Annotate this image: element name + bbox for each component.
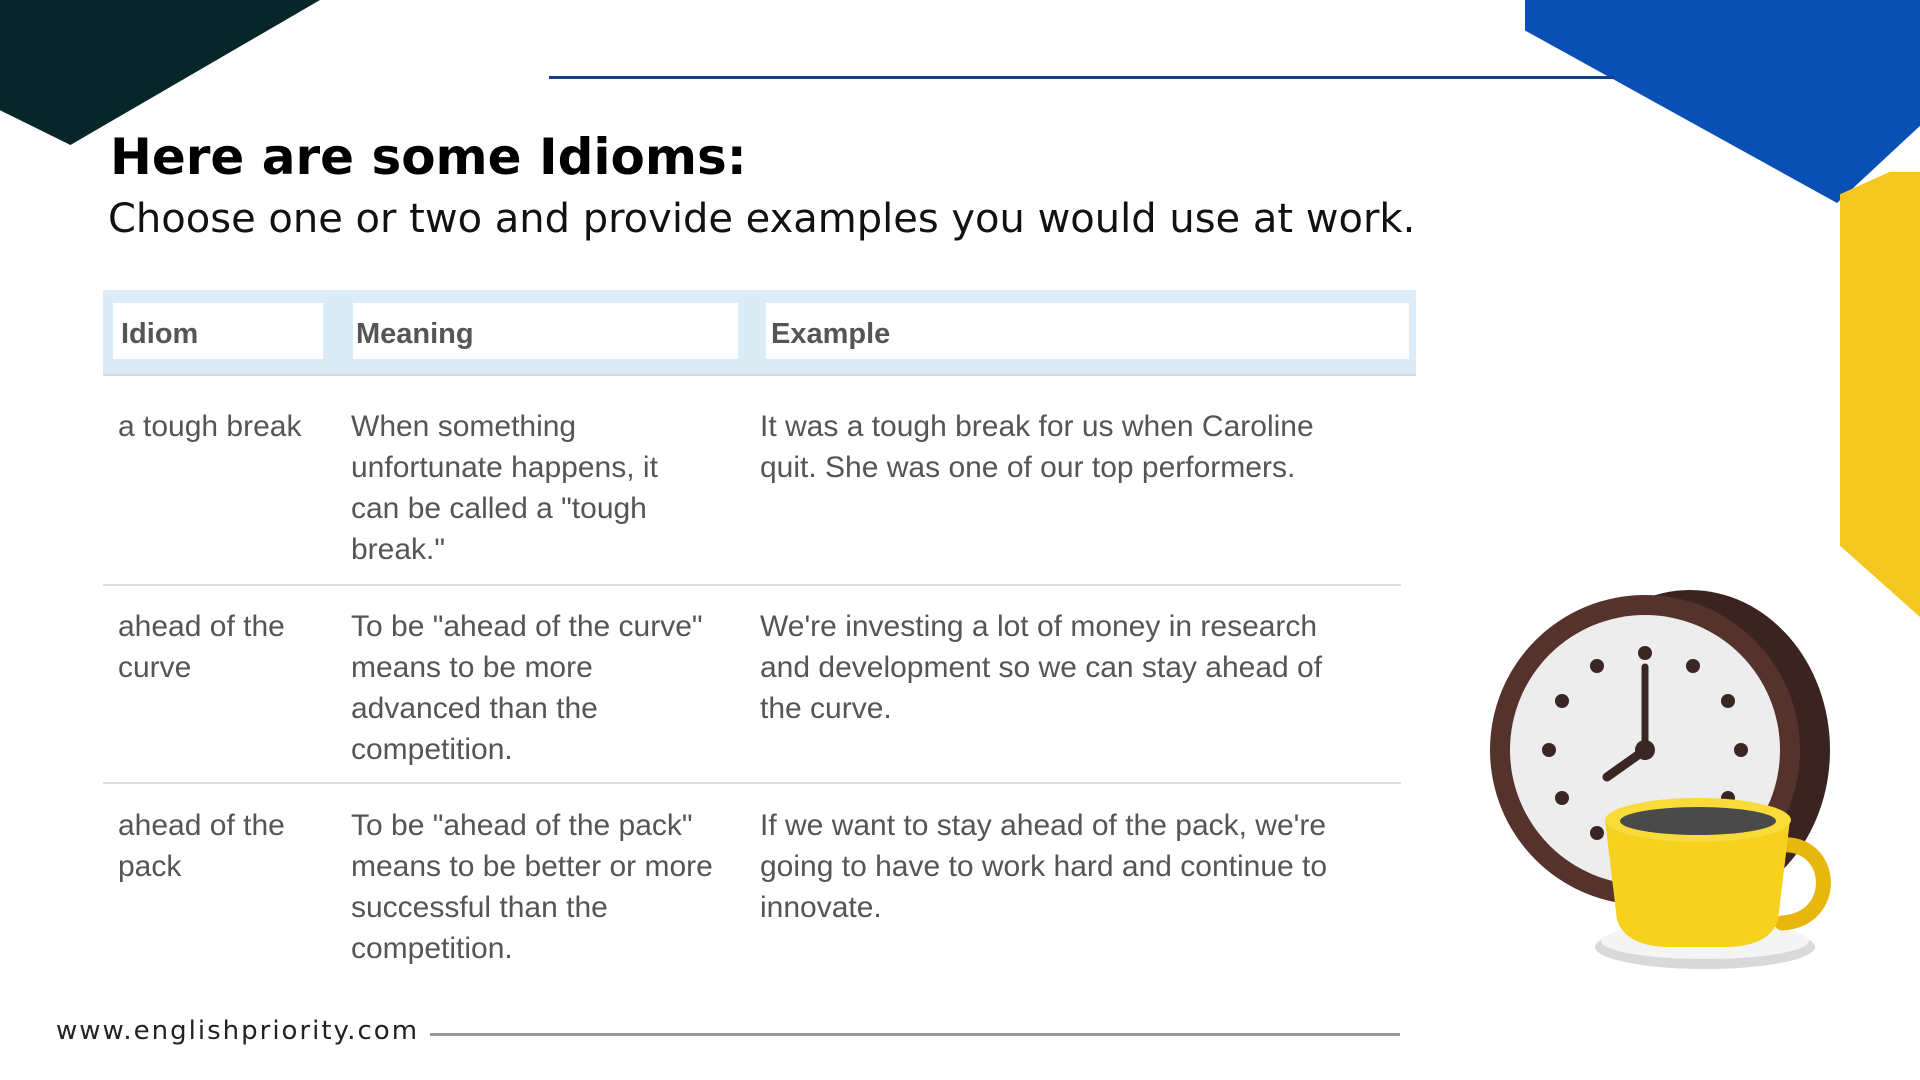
- footer-divider-line: [430, 1033, 1400, 1036]
- column-header-meaning: [353, 303, 738, 359]
- table-header-border: [103, 374, 1416, 376]
- column-header-example-label: Example: [771, 318, 891, 350]
- top-divider-line: [549, 76, 1614, 79]
- cell-line: quit. She was one of our top performers.: [760, 451, 1296, 484]
- table-cell-example: [760, 606, 1380, 729]
- column-header-example: [766, 303, 1409, 359]
- cell-line: pack: [118, 850, 182, 883]
- cell-line: If we want to stay ahead of the pack, we're: [760, 809, 1327, 842]
- page-title: Here are some Idioms:: [110, 128, 747, 186]
- column-header-idiom: [113, 303, 323, 359]
- column-header-meaning-label: Meaning: [356, 318, 474, 350]
- cell-line: means to be better or more: [351, 850, 713, 883]
- footer-website-url: www.englishpriority.com: [56, 1016, 420, 1046]
- table-cell-idiom: [118, 606, 318, 688]
- cell-line: competition.: [351, 932, 513, 965]
- column-header-idiom-label: Idiom: [121, 318, 199, 350]
- table-row-divider: [103, 782, 1401, 784]
- table-cell-meaning: [351, 805, 731, 969]
- cell-line: ahead of the: [118, 610, 285, 643]
- cell-line: competition.: [351, 733, 513, 766]
- cell-line: When something: [351, 410, 577, 443]
- table-cell-meaning: [351, 606, 731, 770]
- cell-line: To be "ahead of the curve": [351, 610, 703, 643]
- corner-decoration-dark: [0, 0, 320, 145]
- cell-line: going to have to work hard and continue to: [760, 850, 1328, 883]
- table-header-row: [103, 290, 1416, 375]
- cell-line: successful than the: [351, 891, 608, 924]
- cell-line: We're investing a lot of money in research: [760, 610, 1318, 643]
- cell-line: break.": [351, 533, 446, 566]
- cell-line: It was a tough break for us when Caroline: [760, 410, 1314, 443]
- cell-line: and development so we can stay ahead of: [760, 651, 1323, 684]
- table-cell-example: [760, 805, 1380, 928]
- table-cell-idiom: [118, 406, 318, 447]
- edge-decoration-yellow: [1840, 172, 1920, 617]
- cell-line: ahead of the: [118, 809, 285, 842]
- clock-with-coffee-cup-icon: [1490, 585, 1835, 975]
- coffee-icon: [1620, 807, 1776, 835]
- table-cell-example: [760, 406, 1380, 488]
- cell-line: the curve.: [760, 692, 892, 725]
- table-cell-meaning: [351, 406, 731, 570]
- page-subtitle: Choose one or two and provide examples you would use at work.: [108, 196, 1416, 242]
- cell-line: innovate.: [760, 891, 882, 924]
- cell-line: means to be more: [351, 651, 593, 684]
- table-row-divider: [103, 584, 1401, 586]
- cell-line: can be called a "tough: [351, 492, 647, 525]
- corner-decoration-blue: [1525, 0, 1920, 203]
- cell-line: unfortunate happens, it: [351, 451, 658, 484]
- table-cell-idiom: [118, 805, 318, 887]
- cell-line: To be "ahead of the pack": [351, 809, 693, 842]
- clock-center-icon: [1635, 740, 1655, 760]
- cell-line: advanced than the: [351, 692, 598, 725]
- cell-line: curve: [118, 651, 192, 684]
- cell-line: a tough break: [118, 410, 302, 443]
